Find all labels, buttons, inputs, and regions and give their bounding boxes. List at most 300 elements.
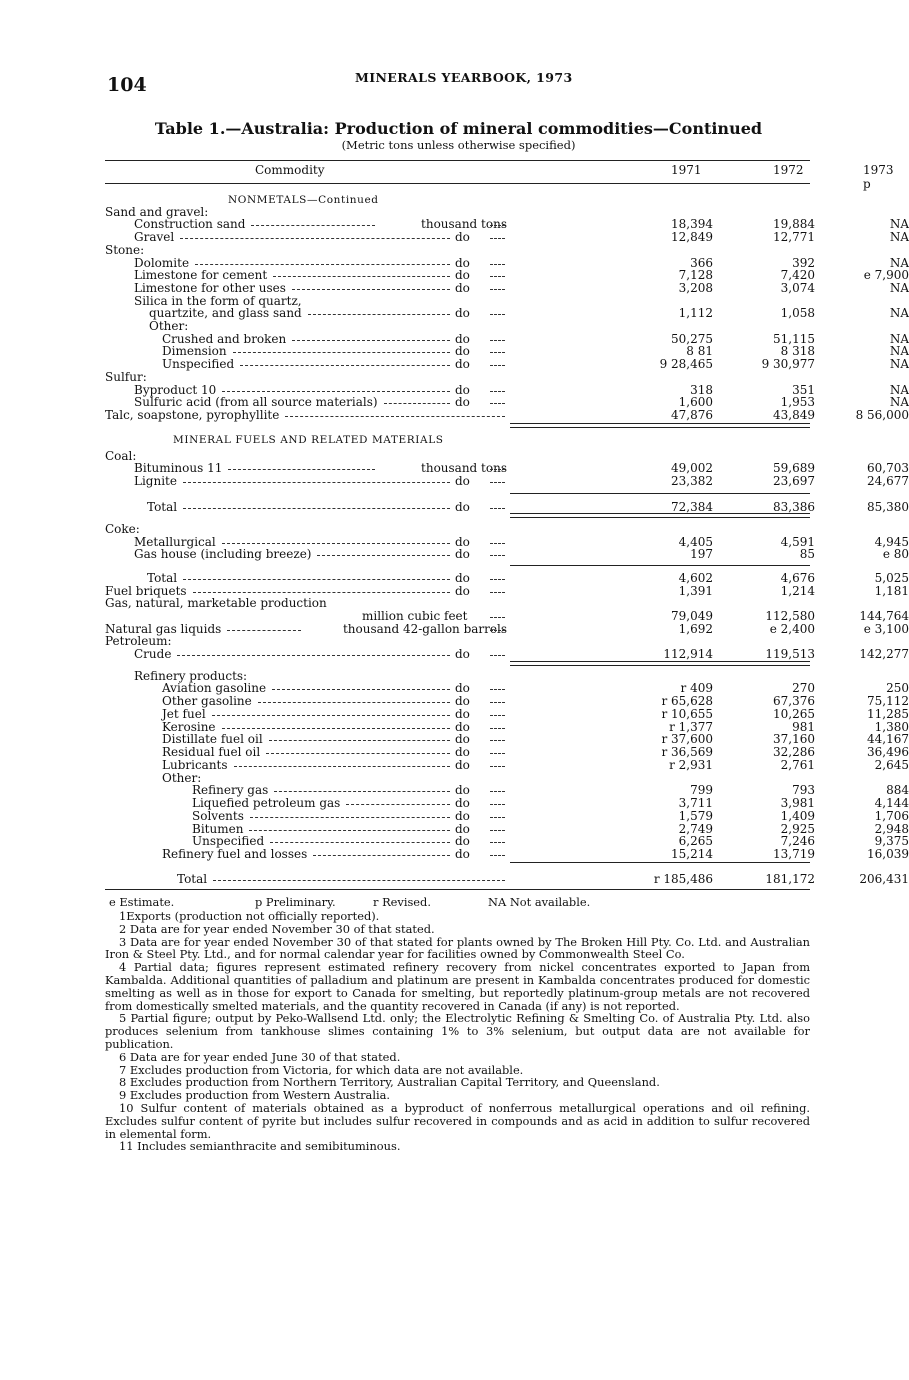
dot-leader [227,630,301,631]
cell-1971: 318 [690,383,713,397]
row-label-construction-sand: Construction sand [134,217,246,231]
column-header-1972: 1972 [773,163,804,177]
row-unit: do [455,357,470,371]
cell-1973: 206,431 [859,872,909,886]
row-unit: do [455,500,470,514]
dot-leader-tail [490,352,505,353]
cell-1973: e 7,900 [863,268,909,282]
cell-1971: 799 [690,783,713,797]
cell-1972: 1,409 [780,809,815,823]
row-label-other: Other: [162,771,202,785]
cell-1973: 5,025 [874,571,909,585]
dot-leader-tail [490,689,505,690]
cell-1971: 2,749 [678,822,713,836]
row-unit: do [455,306,470,320]
table-row [105,758,909,772]
row-label-distillate-fuel-oil: Distillate fuel oil [162,732,263,746]
cell-1973: NA [889,344,909,358]
cell-1971: 366 [690,256,713,270]
rule-after-coal-total-2 [510,517,810,518]
cell-1971: 23,382 [671,474,713,488]
row-label-refinery-products: Refinery products: [134,669,248,683]
row-unit: do [455,720,470,734]
cell-1971: r 36,569 [661,745,713,759]
row-unit: do [455,268,470,282]
dot-leader-tail [490,543,505,544]
rule-before-petroleum-total [510,862,810,863]
cell-1973: e 80 [882,547,909,561]
footnote-3: 3 Data are for year ended November 30 of that stated for plants owned by The Broken Hill Pty. Co. Ltd. and Australian Iron & Steel Pty. Ltd., and for normal calendar year for facilities owned by Commonwealth Steel Co. [105,934,810,962]
table-row [105,408,909,422]
dot-leader-tail [490,555,505,556]
dot-leader [285,416,505,417]
row-unit: do [455,547,470,561]
dot-leader-tail [490,617,505,618]
cell-1972: 3,981 [780,796,815,810]
footnotes [105,896,810,1153]
cell-1973: 11,285 [867,707,909,721]
dot-leader-tail [490,276,505,277]
cell-1971: 4,405 [678,535,713,549]
cell-1972: 2,761 [780,758,815,772]
dot-leader [212,715,450,716]
cell-1973: 1,706 [874,809,909,823]
rule-before-coal-total [510,493,810,494]
legend-preliminary: p Preliminary. [255,895,336,909]
row-label-crude: Crude [134,647,172,661]
cell-1971: 1,579 [678,809,713,823]
cell-1973: 1,181 [874,584,909,598]
cell-1971: 79,049 [671,609,713,623]
cell-1972: 270 [792,681,815,695]
cell-1973: NA [889,281,909,295]
row-label-natural-gas-liquids: Natural gas liquids [105,622,222,636]
row-label-aviation-gasoline: Aviation gasoline [162,681,267,695]
row-unit: do [455,783,470,797]
table-bottom-rule [105,889,810,890]
dot-leader [274,791,450,792]
row-label-petroleum: Petroleum: [105,634,172,648]
dot-leader-tail [490,702,505,703]
dot-leader-tail [490,469,505,470]
dot-leader-tail [490,403,505,404]
cell-1973: 142,277 [859,647,909,661]
footnote-10: 10 Sulfur content of materials obtained as a byproduct of nonferrous metallurgical operations and oil refining. Excludes sulfur content of pyrite but includes sulfur recovered in compounds and as acid in addition to sulfur recovered in elemental form. [105,1100,810,1141]
dot-leader-tail [490,630,505,631]
cell-1972: 9 30,977 [761,357,815,371]
dot-leader [308,314,450,315]
row-label-coal: Coal: [105,449,137,463]
cell-1972: 351 [792,383,815,397]
cell-1973: NA [889,230,909,244]
cell-1971: 8 81 [686,344,713,358]
row-unit: do [455,681,470,695]
row-label-gravel: Gravel [134,230,175,244]
row-label-gas-house-including-breeze: Gas house (including breeze) [134,547,312,561]
running-title: MINERALS YEARBOOK, 1973 [355,70,573,85]
row-unit: do [455,732,470,746]
row-label-total: Total [177,872,208,886]
cell-1973: 16,039 [867,847,909,861]
row-unit: do [455,796,470,810]
cell-1971: 12,849 [671,230,713,244]
row-label-sulfur: Sulfur: [105,370,147,384]
rule-after-crude-2 [510,665,810,666]
dot-leader-tail [490,766,505,767]
cell-1972: 119,513 [765,647,815,661]
row-unit: do [455,332,470,346]
row-unit: thousand tons [421,461,507,475]
cell-1973: 250 [886,681,909,695]
row-unit: do [455,584,470,598]
dot-leader-tail [490,728,505,729]
page-number: 104 [107,74,147,96]
cell-1973: e 3,100 [863,622,909,636]
row-label-bitumen: Bitumen [192,822,244,836]
row-label-refinery-gas: Refinery gas [192,783,269,797]
cell-1973: 36,496 [867,745,909,759]
cell-1971: 18,394 [671,217,713,231]
production-table [105,160,909,890]
row-label-dolomite: Dolomite [134,256,190,270]
cell-1973: NA [889,383,909,397]
cell-1973: 884 [886,783,909,797]
dot-leader [249,830,450,831]
row-label-byproduct-10: Byproduct 10 [134,383,217,397]
footnote-7: 7 Excludes production from Victoria, for which data are not available. [119,1062,524,1077]
column-header-1971: 1971 [671,163,702,177]
footnote-11: 11 Includes semianthracite and semibituminous. [119,1139,401,1154]
dot-leader-tail [490,391,505,392]
row-unit: do [455,822,470,836]
cell-1972: 51,115 [773,332,815,346]
row-label-talc-soapstone-pyrophyllite: Talc, soapstone, pyrophyllite [105,408,280,422]
cell-1971: 1,600 [678,395,713,409]
row-unit: do [455,383,470,397]
cell-1973: NA [889,306,909,320]
dot-leader-tail [490,340,505,341]
dot-leader [384,403,450,404]
cell-1972: 13,719 [773,847,815,861]
row-unit: thousand 42-gallon barrels [342,622,507,636]
row-label-other: Other: [149,319,189,333]
cell-1972: 1,953 [780,395,815,409]
dot-leader-tail [490,830,505,831]
dot-leader-tail [490,804,505,805]
table-row [105,306,909,320]
cell-1971: 112,914 [663,647,713,661]
dot-leader [292,340,450,341]
cell-1972: 4,676 [780,571,815,585]
cell-1973: 75,112 [867,694,909,708]
cell-1971: 1,391 [678,584,713,598]
row-label-million-cubic-feet: million cubic feet [362,609,468,623]
table-subtitle: (Metric tons unless otherwise specified) [341,138,576,152]
dot-leader [177,655,450,656]
footnote-1: 1Exports (production not officially reported). [119,909,380,923]
table-row [105,434,810,447]
cell-1973: 60,703 [867,461,909,475]
dot-leader-tail [490,508,505,509]
row-unit: do [455,707,470,721]
table-row [105,230,909,244]
rule-before-coke-total [510,565,810,566]
dot-leader [180,238,450,239]
dot-leader [266,753,450,754]
dot-leader-tail [490,753,505,754]
cell-1972: 85 [799,547,815,561]
cell-1972: 2,925 [780,822,815,836]
cell-1972: 59,689 [773,461,815,475]
footnote-6: 6 Data are for year ended June 30 of that stated. [119,1049,401,1064]
column-header-commodity: Commodity [255,163,325,177]
row-unit: do [455,758,470,772]
row-label-stone: Stone: [105,243,145,257]
cell-1971: 1,692 [678,622,713,636]
cell-1972: 392 [792,256,815,270]
dot-leader-tail [490,289,505,290]
cell-1973: 4,945 [874,535,909,549]
table-row [105,547,909,561]
cell-1973: 4,144 [874,796,909,810]
dot-leader-tail [490,314,505,315]
legend-estimate: e Estimate. [109,895,175,909]
dot-leader-tail [490,740,505,741]
row-label-solvents: Solvents [192,809,244,823]
cell-1972: 793 [792,783,815,797]
cell-1971: 72,384 [671,500,713,514]
row-unit: do [455,395,470,409]
cell-1972: 7,246 [780,834,815,848]
dot-leader [346,804,450,805]
dot-leader [251,225,375,226]
cell-1973: 144,764 [859,609,909,623]
dot-leader-tail [490,855,505,856]
cell-1972: 37,160 [773,732,815,746]
column-header-1973: 1973 p [863,163,894,191]
table-row [105,357,909,371]
cell-1971: r 65,628 [661,694,713,708]
row-label-unspecified: Unspecified [162,357,235,371]
cell-1972: 12,771 [773,230,815,244]
cell-1971: 197 [690,547,713,561]
row-label-crushed-and-broken: Crushed and broken [162,332,287,346]
cell-1971: 4,602 [678,571,713,585]
footnote-9: 9 Excludes production from Western Australia. [119,1088,391,1103]
dot-leader [240,365,450,366]
cell-1972: 23,697 [773,474,815,488]
row-label-other-gasoline: Other gasoline [162,694,252,708]
dot-leader-tail [490,579,505,580]
dot-leader [222,543,450,544]
cell-1972: 7,420 [780,268,815,282]
cell-1972: 10,265 [773,707,815,721]
cell-1971: r 2,931 [669,758,713,772]
cell-1972: 981 [792,720,815,734]
dot-leader [183,508,450,509]
cell-1972: e 2,400 [769,622,815,636]
dot-leader [228,469,375,470]
cell-1971: 3,208 [678,281,713,295]
cell-1972: 67,376 [773,694,815,708]
row-unit: do [455,834,470,848]
dot-leader [317,555,450,556]
cell-1972: 112,580 [765,609,815,623]
row-label-silica-in-the-form-of-quartz: Silica in the form of quartz, [134,294,302,308]
footnote-8: 8 Excludes production from Northern Territory, Australian Capital Territory, and Queensland. [119,1075,660,1090]
cell-1971: 47,876 [671,408,713,422]
dot-leader [313,855,450,856]
table-row [105,872,909,886]
dot-leader [250,817,450,818]
row-label-nonmetals-continued: NONMETALS—Continued [228,194,379,206]
dot-leader-tail [490,225,505,226]
rule-after-coal-total [510,513,810,514]
legend-revised: r Revised. [373,895,431,909]
cell-1972: 19,884 [773,217,815,231]
row-unit: do [455,809,470,823]
cell-1971: r 409 [680,681,713,695]
cell-1972: 181,172 [765,872,815,886]
footnote-5: 5 Partial figure; output by Peko-Wallsend Ltd. only; the Electrolytic Refining & Smelting Co. of Australia Pty. Ltd. also produces selenium from tankhouse slimes containing 1% to 3% selenium, but output data are not available for publication. [105,1011,810,1051]
cell-1973: 1,380 [874,720,909,734]
cell-1973: NA [889,357,909,371]
cell-1971: 3,711 [678,796,713,810]
row-unit: do [455,571,470,585]
row-label-dimension: Dimension [162,344,227,358]
dot-leader-tail [490,715,505,716]
footnote-2: 2 Data are for year ended November 30 of that stated. [119,921,435,936]
row-unit: do [455,847,470,861]
cell-1972: 32,286 [773,745,815,759]
footnote-legend [105,896,810,910]
row-unit: do [455,256,470,270]
row-unit: do [455,281,470,295]
row-label-residual-fuel-oil: Residual fuel oil [162,745,261,759]
row-unit: do [455,230,470,244]
row-label-lignite: Lignite [134,474,177,488]
row-label-liquefied-petroleum-gas: Liquefied petroleum gas [192,796,341,810]
dot-leader [183,579,450,580]
row-label-lubricants: Lubricants [162,758,228,772]
row-label-refinery-fuel-and-losses: Refinery fuel and losses [162,847,308,861]
row-label-gas-natural-marketable-production: Gas, natural, marketable production [105,596,327,610]
cell-1971: r 1,377 [669,720,713,734]
dot-leader [234,766,450,767]
cell-1973: NA [889,217,909,231]
cell-1973: 8 56,000 [855,408,909,422]
cell-1971: r 185,486 [653,872,713,886]
dot-leader-tail [490,655,505,656]
dot-leader [183,482,450,483]
cell-1973: 44,167 [867,732,909,746]
row-label-unspecified: Unspecified [192,834,265,848]
table-row [105,474,909,488]
dot-leader-tail [490,842,505,843]
dot-leader-tail [490,817,505,818]
cell-1971: r 10,655 [661,707,713,721]
row-label-mineral-fuels-and-related-materials: MINERAL FUELS AND RELATED MATERIALS [173,434,444,446]
header-bottom-rule [105,183,810,184]
rule-after-nonmetals [510,423,810,424]
dot-leader-tail [490,365,505,366]
row-unit: do [455,745,470,759]
cell-1971: 9 28,465 [659,357,713,371]
dot-leader-tail [490,592,505,593]
cell-1971: 49,002 [671,461,713,475]
row-unit: do [455,647,470,661]
row-unit: do [455,474,470,488]
dot-leader-tail [490,791,505,792]
cell-1971: 1,112 [678,306,713,320]
cell-1971: r 37,600 [661,732,713,746]
cell-1973: NA [889,332,909,346]
footnote-4: 4 Partial data; figures represent estimated refinery recovery from nickel concentrates exported to Japan from Kambalda. Additional quantities of palladium and platinum are present in Kambalda concentrates produced for domestic smelting as well as in those for export to Canada for smelting, but reportedly platinum-group metals are not recovered from domestically smelted materials, and the quantity recovered in Canada (if any) is not reported. [105,960,810,1013]
row-unit: do [455,535,470,549]
row-label-metallurgical: Metallurgical [134,535,216,549]
dot-leader [213,880,505,881]
dot-leader-tail [490,264,505,265]
cell-1972: 43,849 [773,408,815,422]
cell-1973: 9,375 [874,834,909,848]
row-label-fuel-briquets: Fuel briquets [105,584,187,598]
cell-1972: 1,214 [780,584,815,598]
cell-1972: 3,074 [780,281,815,295]
cell-1972: 4,591 [780,535,815,549]
row-label-coke: Coke: [105,522,140,536]
row-label-total: Total [147,500,178,514]
row-label-total: Total [147,571,178,585]
dot-leader [233,352,450,353]
cell-1972: 83,386 [773,500,815,514]
table-row [105,847,909,861]
dot-leader [272,689,450,690]
cell-1973: 2,948 [874,822,909,836]
cell-1973: 24,677 [867,474,909,488]
row-label-kerosine: Kerosine [162,720,216,734]
dot-leader-tail [490,238,505,239]
rule-after-nonmetals-2 [510,427,810,428]
row-label-limestone-for-cement: Limestone for cement [134,268,268,282]
cell-1971: 15,214 [671,847,713,861]
dot-leader [222,728,450,729]
cell-1973: 2,645 [874,758,909,772]
row-label-sulfuric-acid-from-all-source-materials: Sulfuric acid (from all source materials) [134,395,378,409]
cell-1973: NA [889,395,909,409]
dot-leader-tail [490,482,505,483]
row-unit: thousand tons [421,217,507,231]
dot-leader [273,276,450,277]
row-label-quartzite-and-glass-sand: quartzite, and glass sand [149,306,302,320]
table-row [105,647,909,661]
dot-leader [195,264,450,265]
page-header [107,68,810,100]
dot-leader [193,592,450,593]
dot-leader [292,289,450,290]
dot-leader [270,842,450,843]
cell-1973: NA [889,256,909,270]
cell-1973: 85,380 [867,500,909,514]
table-title: Table 1.—Australia: Production of mineral commodities—Continued [154,119,763,138]
dot-leader [269,740,450,741]
cell-1971: 6,265 [678,834,713,848]
cell-1972: 1,058 [780,306,815,320]
row-label-jet-fuel: Jet fuel [162,707,206,721]
rule-after-crude [510,661,810,662]
dot-leader [258,702,450,703]
cell-1972: 8 318 [780,344,815,358]
row-label-bituminous-11: Bituminous 11 [134,461,223,475]
